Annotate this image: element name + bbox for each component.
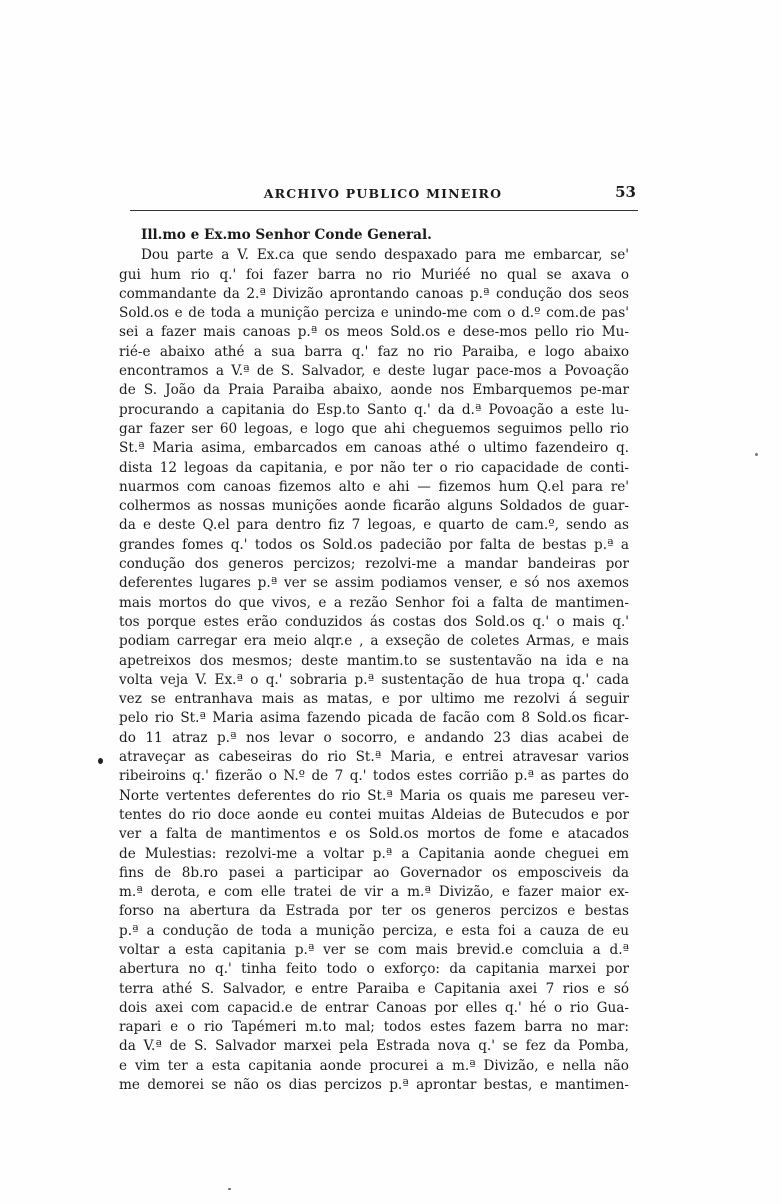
text-line: ribeiroins q.' fizerão o N.º de 7 q.' todos estes corrião p.ª as partes do <box>119 768 629 785</box>
text-line: terra athé S. Salvador, e entre Paraiba e Capitania axei 7 rios e só <box>119 980 629 997</box>
text-line: Sold.os e de toda a munição perciza e unindo-me com o d.º com.de pas' <box>119 305 629 322</box>
text-line: deferentes lugares p.ª ver se assim podiamos venser, e só nos axemos <box>119 575 629 592</box>
letter-body <box>119 226 629 1095</box>
margin-mark-left <box>98 758 103 764</box>
text-line: ver a falta de mantimentos e os Sold.os mortos de fome e atacados <box>119 826 629 843</box>
text-line: commandante da 2.ª Divizão aprontando canoas p.ª condução dos seos <box>119 285 629 302</box>
text-line: colhermos as nossas munições aonde ficarão alguns Soldados de guar- <box>119 498 629 515</box>
header-rule <box>130 210 638 211</box>
text-line: St.ª Maria asima, embarcados em canoas athé o ultimo fazendeiro q. <box>119 440 629 457</box>
page-number: 53 <box>615 183 636 201</box>
text-line: Norte vertentes deferentes do rio St.ª Maria os quais me pareseu ver- <box>119 787 629 804</box>
text-line: rapari e o rio Tapémeri m.to mal; todos estes fazem barra no mar: <box>119 1019 629 1036</box>
text-line: nuarmos com canoas fizemos alto e ahi — fizemos hum Q.el para re' <box>119 478 629 495</box>
text-line: de S. João da Praia Paraiba abaixo, aonde nos Embarquemos pe-mar <box>119 382 629 399</box>
text-line: e vim ter a esta capitania aonde procurei a m.ª Divizão, e nella não <box>119 1057 629 1074</box>
page-header <box>130 184 636 208</box>
text-line: p.ª a condução de toda a munição perciza, e esta foi a cauza de eu <box>119 922 629 939</box>
salutation: Ill.mo e Ex.mo Senhor Conde General. <box>141 227 432 243</box>
text-line: gui hum rio q.' foi fazer barra no rio Muriéé no qual se axava o <box>119 266 629 283</box>
margin-mark-right <box>755 453 758 456</box>
text-line: tos porque estes erão conduzidos ás costas dos Sold.os q.' o mais q.' <box>119 613 629 630</box>
text-line: de Mulestias: rezolvi-me a voltar p.ª a Capitania aonde cheguei em <box>119 845 629 862</box>
text-line: forso na abertura da Estrada por ter os generos percizos e bestas <box>119 903 629 920</box>
text-line: grandes fomes q.' todos os Sold.os padecião por falta de bestas p.ª a <box>119 536 629 553</box>
text-line: procurando a capitania do Esp.to Santo q.' da d.ª Povoação a este lu- <box>119 401 629 418</box>
text-line: dois axei com capacid.e de entrar Canoas por elles q.' hé o rio Gua- <box>119 999 629 1016</box>
text-line: m.ª derota, e com elle tratei de vir a m.ª Divizão, e fazer maior ex- <box>119 884 629 901</box>
text-line: do 11 atraz p.ª nos levar o socorro, e andando 23 dias acabei de <box>119 729 629 746</box>
text-line: podiam carregar era meio alqr.e , a exseção de coletes Armas, e mais <box>119 633 629 650</box>
running-title: ARCHIVO PUBLICO MINEIRO <box>263 186 503 201</box>
letter-lines <box>119 246 629 1095</box>
text-line: da e deste Q.el para dentro fiz 7 legoas, e quarto de cam.º, sendo as <box>119 517 629 534</box>
text-line: mais mortos do que vivos, e a rezão Senhor foi a falta de mantimen- <box>119 594 629 611</box>
text-line: me demorei se não os dias percizos p.ª aprontar bestas, e mantimen- <box>119 1077 629 1094</box>
text-line: encontramos a V.ª de S. Salvador, e deste lugar pace-mos a Povoação <box>119 363 629 380</box>
text-line: vez se entranhava mais as matas, e por ultimo me rezolvi á seguir <box>119 691 629 708</box>
text-line: pelo rio St.ª Maria asima fazendo picada de facão com 8 Sold.os ficar- <box>119 710 629 727</box>
text-line: rié-e abaixo athé a sua barra q.' faz no rio Paraiba, e logo abaixo <box>119 343 629 360</box>
text-line: dista 12 legoas da capitania, e por não ter o rio capacidade de conti- <box>119 459 629 476</box>
text-line: sei a fazer mais canoas p.ª os meos Sold.os e dese-mos pello rio Mu- <box>119 324 629 341</box>
text-line: condução dos generos percizos; rezolvi-me a mandar bandeiras por <box>119 556 629 573</box>
text-line: gar fazer ser 60 legoas, e logo que ahi cheguemos seguimos pello rio <box>119 420 629 437</box>
text-line: atraveçar as cabeseiras do rio St.ª Maria, e entrei atravesar varios <box>119 749 629 766</box>
text-line: abertura no q.' tinha feito todo o exforço: da capitania marxei por <box>119 961 629 978</box>
text-line: volta veja V. Ex.ª o q.' sobraria p.ª sustentação de hua tropa q.' cada <box>119 671 629 688</box>
text-line: tentes do rio doce aonde eu contei muitas Aldeias de Butecudos e por <box>119 806 629 823</box>
text-line: voltar a esta capitania p.ª ver se com mais brevid.e comcluia a d.ª <box>119 941 629 958</box>
margin-mark-bottom <box>228 1188 231 1190</box>
text-line: da V.ª de S. Salvador marxei pela Estrada nova q.' se fez da Pomba, <box>119 1038 629 1055</box>
text-line: apetreixos dos mesmos; deste mantim.to se sustentavão na ida e na <box>119 652 629 669</box>
text-line: Dou parte a V. Ex.ca que sendo despaxado para me embarcar, se' <box>141 247 629 264</box>
text-line: fins de 8b.ro pasei a participar ao Governador os emposciveis da <box>119 864 629 881</box>
